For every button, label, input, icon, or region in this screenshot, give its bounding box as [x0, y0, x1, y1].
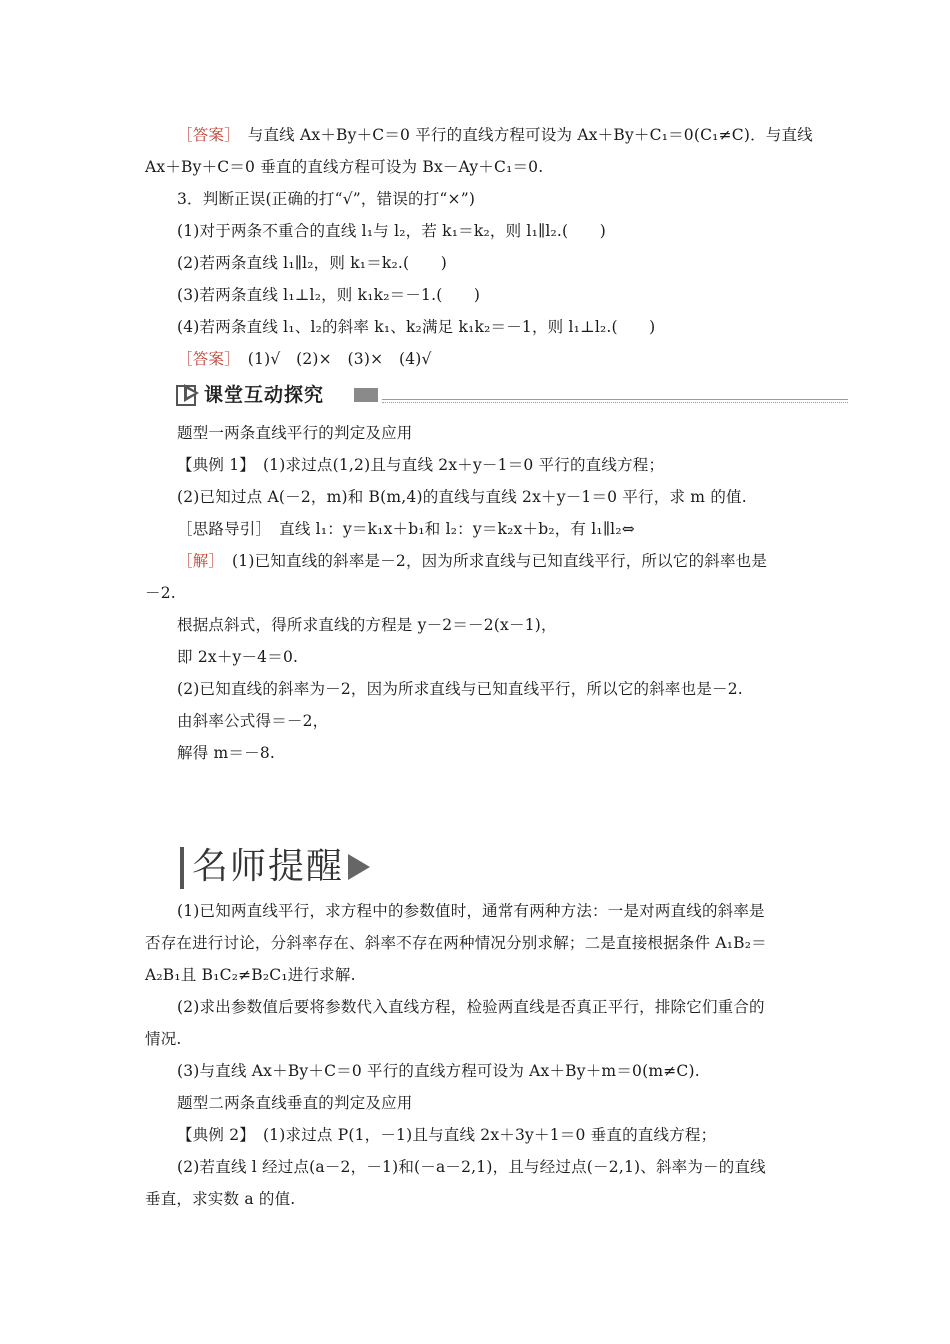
solution-line	[177, 550, 767, 572]
tip-bar	[180, 847, 184, 889]
question-item: (4)若两条直线 l₁、l₂的斜率 k₁、k₂满足 k₁k₂＝－1，则 l₁⊥l₂.( )	[177, 318, 656, 336]
text-line: 由斜率公式得＝－2，	[177, 712, 329, 730]
banner-decoration	[354, 388, 378, 402]
text-line: 情况.	[145, 1030, 182, 1048]
section-banner	[176, 381, 848, 409]
tip-heading	[180, 842, 400, 892]
answer-text: 与直线 Ax＋By＋C＝0 平行的直线方程可设为 Ax＋By＋C₁＝0(C₁≠C)．与直线	[232, 126, 813, 144]
text-line: (2)已知直线的斜率为－2，因为所求直线与已知直线平行，所以它的斜率也是－2.	[177, 680, 743, 698]
answer-line	[177, 348, 432, 370]
text-line: 否存在进行讨论，分斜率存在、斜率不存在两种情况分别求解；二是直接根据条件 A₁B₂＝	[145, 934, 767, 952]
text-line: (2)若直线 l 经过点(a－2，－1)和(－a－2,1)，且与经过点(－2,1)、斜率为－的直线	[177, 1158, 766, 1176]
topic-heading: 题型一两条直线平行的判定及应用	[177, 424, 413, 442]
topic-heading: 题型二两条直线垂直的判定及应用	[177, 1094, 413, 1112]
example-line: 【典例 2】 (1)求过点 P(1，－1)且与直线 2x＋3y＋1＝0 垂直的直线方程；	[177, 1126, 717, 1144]
arrow-right-icon	[348, 854, 370, 880]
text-line: (3)与直线 Ax＋By＋C＝0 平行的直线方程可设为 Ax＋By＋m＝0(m≠C).	[177, 1062, 700, 1080]
text-line: 垂直，求实数 a 的值.	[145, 1190, 296, 1208]
answer-label: ［答案］	[177, 350, 233, 368]
text-line: Ax＋By＋C＝0 垂直的直线方程可设为 Bx－Ay＋C₁＝0.	[145, 158, 544, 176]
answer-label: ［答案］	[177, 126, 233, 144]
question-item: (3)若两条直线 l₁⊥l₂，则 k₁k₂＝－1.( )	[177, 286, 481, 304]
text-line: －2.	[145, 584, 176, 602]
solution-text: (1)已知直线的斜率是－2，因为所求直线与已知直线平行，所以它的斜率也是	[216, 552, 768, 570]
text-line: 解得 m＝－8.	[177, 744, 276, 762]
tip-title: 名师提醒	[192, 846, 345, 887]
text-line: (2)已知过点 A(－2，m)和 B(m,4)的直线与直线 2x＋y－1＝0 平行，求 m 的值.	[177, 488, 747, 506]
solution-label: ［解］	[177, 552, 217, 570]
text-line: ［思路导引］ 直线 l₁：y＝k₁x＋b₁和 l₂：y＝k₂x＋b₂，有 l₁∥l₂⇔	[177, 520, 635, 538]
text-line: 根据点斜式，得所求直线的方程是 y－2＝－2(x－1)，	[177, 616, 557, 634]
text-line: (1)已知两直线平行，求方程中的参数值时，通常有两种方法：一是对两直线的斜率是	[177, 902, 765, 920]
play-box-icon	[176, 383, 200, 407]
banner-rule-dotted	[382, 402, 848, 403]
answer-line	[177, 124, 813, 146]
question-item: (1)对于两条不重合的直线 l₁与 l₂，若 k₁＝k₂，则 l₁∥l₂.( )	[177, 222, 606, 240]
question-item: (2)若两条直线 l₁∥l₂，则 k₁＝k₂.( )	[177, 254, 447, 272]
question-heading: 3．判断正误(正确的打“√”，错误的打“×”)	[177, 190, 476, 208]
text-line: A₂B₁且 B₁C₂≠B₂C₁进行求解.	[145, 966, 356, 984]
text-line: 即 2x＋y－4＝0.	[177, 648, 299, 666]
section-title: 课堂互动探究	[204, 384, 325, 406]
example-line: 【典例 1】 (1)求过点(1,2)且与直线 2x＋y－1＝0 平行的直线方程；	[177, 456, 665, 474]
banner-rule	[382, 399, 848, 400]
answer-text: (1)√ (2)× (3)× (4)√	[232, 350, 432, 368]
text-line: (2)求出参数值后要将参数代入直线方程，检验两直线是否真正平行，排除它们重合的	[177, 998, 765, 1016]
